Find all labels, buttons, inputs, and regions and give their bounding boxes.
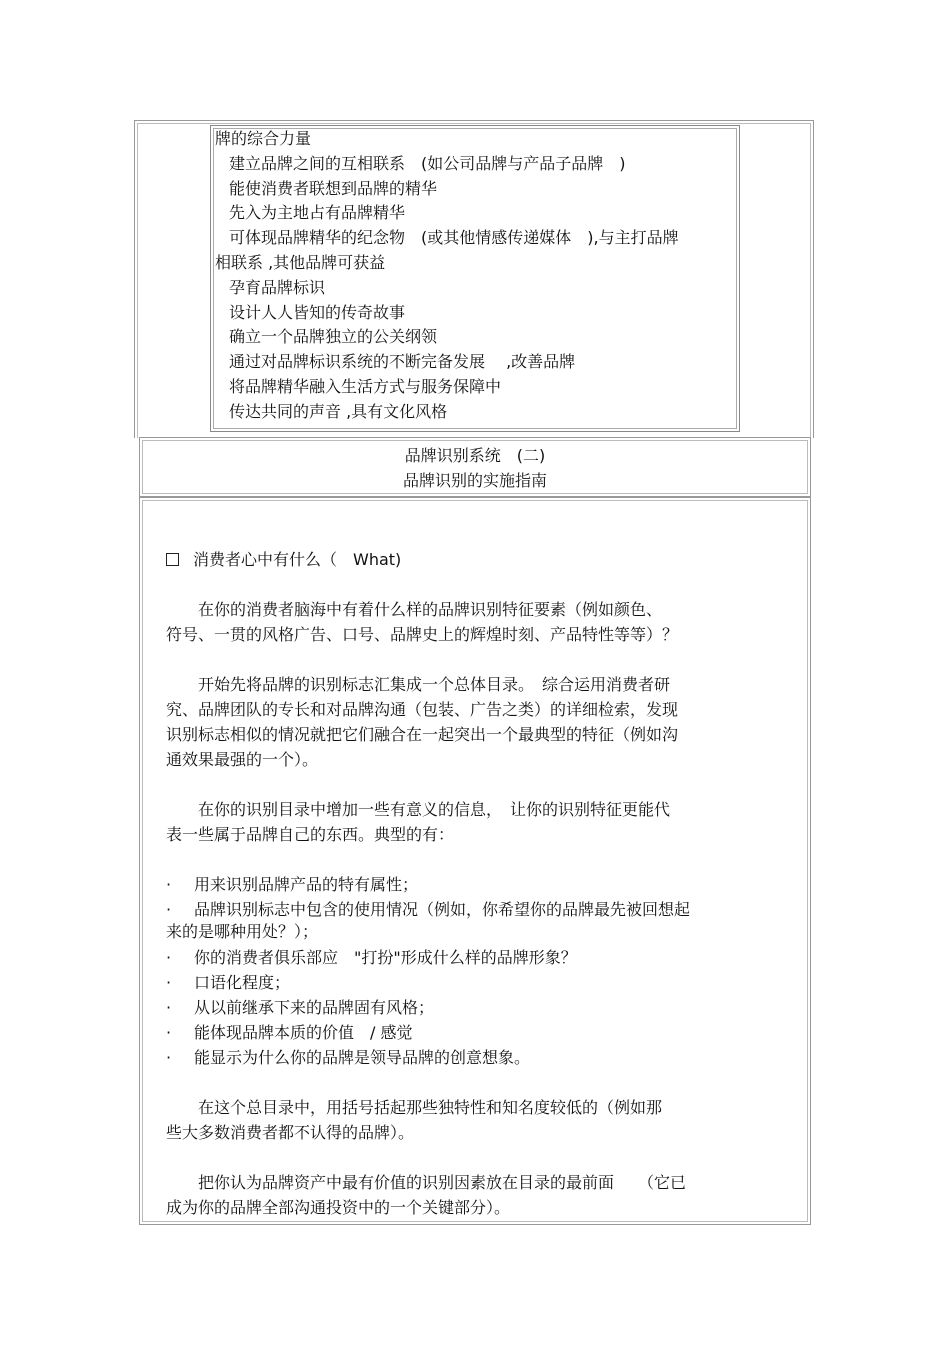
- paragraph-line: 符号、一贯的风格广告、口号、品牌史上的辉煌时刻、产品特性等等）？: [166, 625, 679, 644]
- checkbox-icon: [166, 553, 179, 566]
- bullet-mark: ·: [166, 998, 172, 1017]
- bullet-mark: ·: [166, 875, 172, 894]
- list-line: 设计人人皆知的传奇故事: [229, 302, 406, 322]
- section-title: 品牌识别系统 (二): [404, 446, 546, 465]
- paragraph-line: 开始先将品牌的识别标志汇集成一个总体目录。 综合运用消费者研: [166, 675, 671, 694]
- paragraph-line: 识别标志相似的情况就把它们融合在一起突出一个最典型的特征（例如沟: [166, 725, 679, 744]
- paragraph-line: 究、品牌团队的专长和对品牌沟通（包装、广告之类）的详细检索，发现: [166, 700, 679, 719]
- bullet-mark: ·: [166, 948, 172, 967]
- section-heading: [166, 550, 401, 570]
- bullet-continuation: 来的是哪种用处？）；: [166, 922, 319, 941]
- paragraph-line: 表一些属于品牌自己的东西。典型的有：: [166, 825, 455, 844]
- bullet-item: · 能显示为什么你的品牌是领导品牌的创意想象。: [166, 1048, 531, 1067]
- bullet-item: · 口语化程度；: [166, 973, 291, 992]
- bullet-mark: ·: [166, 1048, 172, 1067]
- bullet-mark: ·: [166, 1023, 172, 1042]
- bullet-item: · 从以前继承下来的品牌固有风格；: [166, 998, 435, 1017]
- section-heading-text: 消费者心中有什么（ What): [193, 550, 402, 569]
- list-line: 建立品牌之间的互相联系 (如公司品牌与产品子品牌 ): [229, 153, 626, 173]
- section-header-box: [139, 437, 811, 497]
- paragraph-line: 通效果最强的一个）。: [166, 750, 319, 769]
- paragraph-line: 些大多数消费者都不认得的品牌）。: [166, 1123, 415, 1142]
- list-line: 确立一个品牌独立的公关纲领: [229, 327, 438, 347]
- bullet-item: · 品牌识别标志中包含的使用情况（例如，你希望你的品牌最先被回想起: [166, 900, 691, 919]
- brand-strategy-list: [215, 127, 735, 425]
- list-line: 通过对品牌标识系统的不断完备发展 ,改善品牌: [229, 352, 576, 372]
- list-line: 牌的综合力量: [215, 129, 312, 148]
- list-line: 将品牌精华融入生活方式与服务保障中: [229, 376, 502, 396]
- list-line: 传达共同的声音 ,具有文化风格: [229, 401, 448, 421]
- list-line: 相联系 ,其他品牌可获益: [215, 252, 386, 272]
- bullet-item: · 用来识别品牌产品的特有属性；: [166, 875, 419, 894]
- bullet-mark: ·: [166, 900, 172, 919]
- list-line: 先入为主地占有品牌精华: [229, 203, 406, 223]
- list-line: 孕育品牌标识: [229, 277, 326, 297]
- paragraph-line: 把你认为品牌资产中最有价值的识别因素放在目录的最前面 （它已: [166, 1173, 687, 1192]
- list-line: 可体现品牌精华的纪念物 (或其他情感传递媒体 ),与主打品牌: [229, 228, 679, 248]
- section-subtitle: 品牌识别的实施指南: [402, 471, 547, 490]
- list-line: 能使消费者联想到品牌的精华: [229, 178, 438, 198]
- bullet-mark: ·: [166, 973, 172, 992]
- paragraph-line: 成为你的品牌全部沟通投资中的一个关键部分）。: [166, 1198, 511, 1217]
- paragraph-line: 在这个总目录中，用括号括起那些独特性和知名度较低的（例如那: [166, 1098, 663, 1117]
- bullet-item: · 你的消费者俱乐部应 "打扮"形成什么样的品牌形象？: [166, 948, 577, 967]
- paragraph-line: 在你的识别目录中增加一些有意义的信息， 让你的识别特征更能代: [166, 800, 671, 819]
- paragraph-line: 在你的消费者脑海中有着什么样的品牌识别特征要素（例如颜色、: [166, 600, 663, 619]
- bullet-item: · 能体现品牌本质的价值 / 感觉: [166, 1023, 413, 1042]
